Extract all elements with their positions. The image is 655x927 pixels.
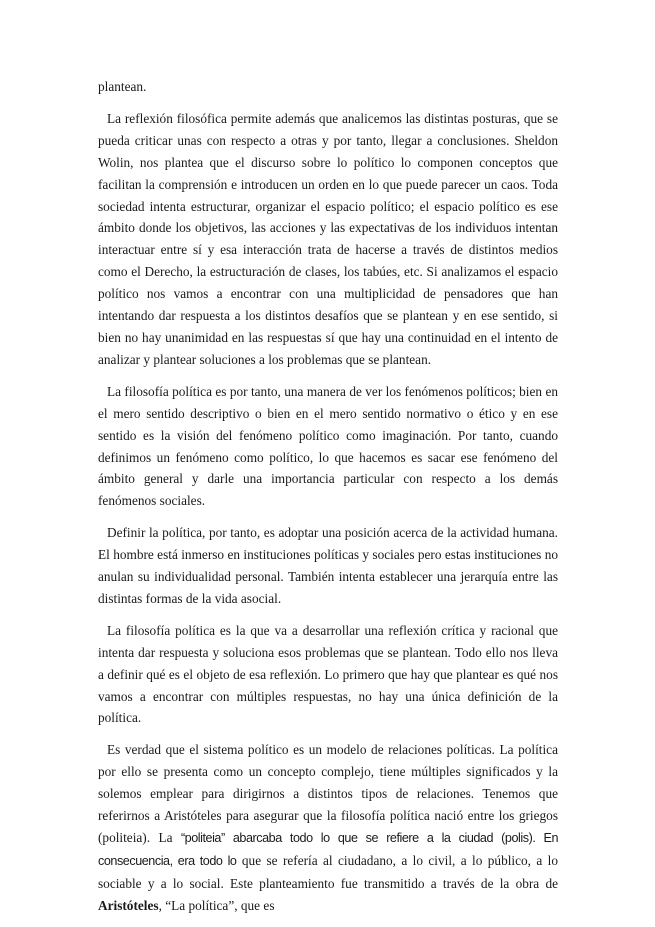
paragraph-3: La filosofía política es por tanto, una manera de ver los fenómenos políticos; bien en el mero sentido descriptivo o bien en el mero sentido normativo o ético y en ese sentido es la visión del fenómeno político como imaginación. Por tanto, cuando definimos un fenómeno como político, lo que hacemos es sacar ese fenómeno del ámbito general y darle una importancia particular con respecto a los demás fenómenos sociales. bbox=[98, 383, 558, 509]
paragraph-2: La reflexión filosófica permite además que analicemos las distintas posturas, que se pueda criticar unas con respecto a otras y por tanto, llegar a conclusiones. Sheldon Wolin, nos plantea que el discurso sobre lo político lo componen conceptos que facilitan la comprensión e introducen un orden en lo que puede parecer un caos. Toda sociedad intenta estructurar, organizar el espacio político; el espacio político es ese ámbito donde los objetivos, las acciones y las expectativas de los individuos intentan interactuar entre sí y esa interacción trata de hacerse a través de distintos medios como el Derecho, la estructuración de clases, los tabúes, etc. Si analizamos el espacio político nos vamos a encontrar con una multiplicidad de pensadores que han intentando dar respuesta a los distintos desafíos que se plantean y en ese sentido, si bien no hay unanimidad en las respuestas sí que hay una continuidad en el intento de analizar y plantear soluciones a los problemas que se plantean. bbox=[98, 110, 558, 367]
paragraph-6-part-d: , “La política”, que es bbox=[158, 897, 275, 913]
paragraph-6-part-a: Es verdad que el sistema político es un modelo de relaciones políticas. La política por ello se presenta como un concepto complejo, tiene múltiples significados y la solemos emplear para dirigirnos a distintos tipos de relaciones. Tenemos que referirnos a Aristóteles para asegurar que la filosofía política nació entre los griegos (politeia). La bbox=[98, 742, 558, 845]
paragraph-6-condensed-line: “politeia” abarcaba todo lo que se refiere a la ciudad (polis). En consecuencia, era todo lo bbox=[98, 831, 559, 868]
paragraph-6 bbox=[98, 739, 558, 916]
paragraph-5: La filosofía política es la que va a desarrollar una reflexión crítica y racional que intenta dar respuesta y soluciona esos problemas que se plantean. Todo ello nos lleva a definir qué es el objeto de esa reflexión. Lo primero que hay que plantear es qué nos vamos a encontrar con múltiples respuestas, no hay una única definición de la política. bbox=[98, 622, 558, 726]
paragraph-4: Definir la política, por tanto, es adoptar una posición acerca de la actividad humana. El hombre está inmerso en instituciones políticas y sociales pero estas instituciones no anulan su individualidad personal. También intenta establecer una jerarquía entre las distintas formas de la vida asocial. bbox=[98, 525, 558, 606]
body-text bbox=[98, 76, 558, 927]
paragraph-6-part-c: que se refería al ciudadano, a lo civil, a lo público, a lo sociable y a lo social. Este planteamiento fue transmitido a través de la obra de bbox=[98, 852, 559, 891]
aristoteles-bold: Aristóteles bbox=[98, 897, 159, 913]
paragraph-1: plantean. bbox=[98, 79, 147, 94]
